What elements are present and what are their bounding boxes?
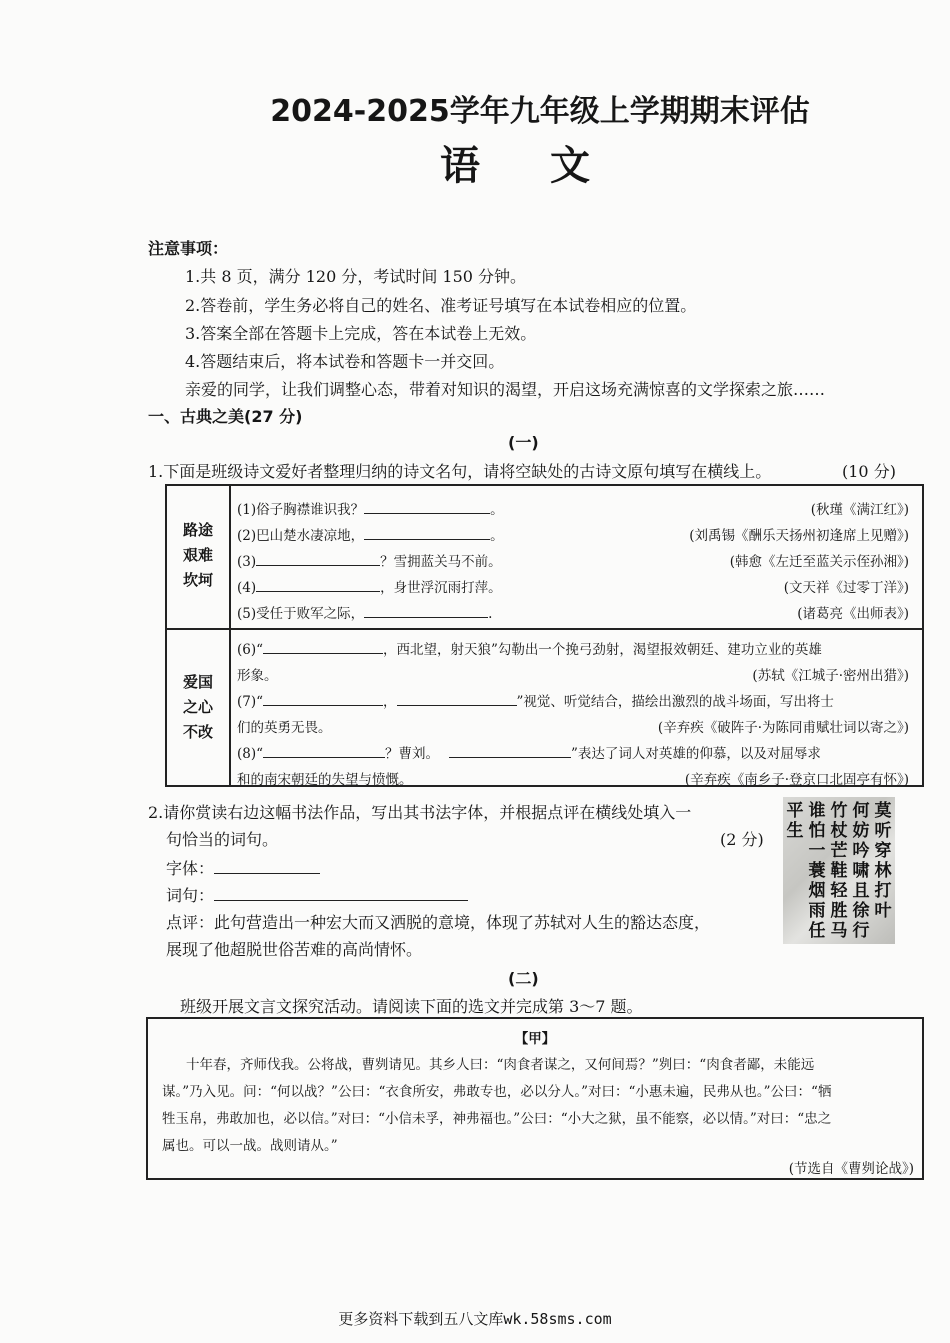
- poem-source: (秋瑾《满江红》): [810, 502, 909, 518]
- answer-blank[interactable]: [364, 499, 490, 514]
- calligraphy-column: 莫 听 穿 林 打 叶: [874, 801, 892, 921]
- font-answer-row: 字体：: [166, 856, 320, 879]
- blank-row-8: (8)“ ？曹刘。 ”表达了词人对英雄的仰慕，以及对屈辱求: [237, 742, 821, 762]
- part-2-intro: 班级开展文言文探究活动。请阅读下面的选文并完成第 3～7 题。: [180, 997, 643, 1016]
- passage-source: (节选自《曹刿论战》): [788, 1161, 914, 1177]
- poem-source: (韩愈《左迁至蓝关示侄孙湘》): [729, 554, 909, 570]
- blank-row-1: (1)俗子胸襟谁识我？ 。: [237, 498, 504, 518]
- comment-line: 展现了他超脱世俗苦难的高尚情怀。: [166, 940, 423, 959]
- answer-blank[interactable]: [397, 691, 517, 706]
- note-item: 4.答题结束后，将本试卷和答题卡一并交回。: [185, 352, 505, 371]
- answer-blank[interactable]: [364, 603, 488, 618]
- ci-answer-row: 词句：: [166, 883, 468, 906]
- group1-label: 路途 艰难 坎坷: [182, 521, 213, 589]
- poem-source: (苏轼《江城子·密州出猎》): [752, 668, 909, 684]
- row-8-cont: 和的南宋朝廷的失望与愤慨。: [237, 772, 413, 788]
- intro-text: 亲爱的同学，让我们调整心态，带着对知识的渴望，开启这场充满惊喜的文学探索之旅……: [185, 380, 826, 399]
- group1-rows: [237, 494, 917, 634]
- calligraphy-column: 平 生: [786, 801, 804, 841]
- poem-table: [165, 484, 924, 787]
- blank-row-7: (7)“ ， ”视觉、听觉结合，描绘出激烈的战斗场面，写出将士: [237, 690, 834, 710]
- blank-row-6: (6)“ ，西北望，射天狼”勾勒出一个挽弓劲射，渴望报效朝廷、建功立业的英雄: [237, 638, 822, 658]
- notes-heading: 注意事项：: [148, 239, 229, 258]
- calligraphy-column: 谁 怕 一 蓑 烟 雨 任: [808, 801, 826, 941]
- note-item: 1.共 8 页，满分 120 分，考试时间 150 分钟。: [185, 267, 527, 286]
- part-heading: (二): [508, 969, 539, 988]
- passage-label: 【甲】: [514, 1031, 556, 1047]
- passage-line: 十年春，齐师伐我。公将战，曹刿请见。其乡人曰：“肉食者谋之，又何间焉？”刿曰：“肉食者鄙，未能远: [186, 1057, 815, 1073]
- question-2: 2.请你赏读右边这幅书法作品，写出其书法字体，并根据点评在横线处填入一: [148, 803, 692, 822]
- passage-line: 牲玉帛，弗敢加也，必以信。”对曰：“小信未孚，神弗福也。”公曰：“小大之狱，虽不能察，必以情。”对曰：“忠之: [162, 1111, 832, 1127]
- blank-row-5: (5)受任于败军之际， .: [237, 602, 492, 622]
- passage-box: [146, 1017, 924, 1180]
- comment-line: 点评：此句营造出一种宏大而又洒脱的意境，体现了苏轼对人生的豁达态度，: [166, 913, 711, 932]
- calligraphy-column: 竹 杖 芒 鞋 轻 胜 马: [830, 801, 848, 941]
- section-heading: 一、古典之美(27 分): [148, 407, 303, 426]
- group2-rows: [237, 636, 917, 786]
- blank-row-3: (3) ？雪拥蓝关马不前。: [237, 550, 502, 570]
- passage-line: 谋。”乃入见。问：“何以战？”公曰：“衣食所安，弗敢专也，必以分人。”对曰：“小惠未遍，民弗从也。”公曰：“牺: [162, 1084, 832, 1100]
- question-1: 1.下面是班级诗文爱好者整理归纳的诗文名句，请将空缺处的古诗文原句填写在横线上。: [148, 462, 772, 481]
- question-1-score: (10 分): [842, 462, 896, 481]
- blank-row-2: (2)巴山楚水凄凉地， 。: [237, 524, 504, 544]
- font-blank[interactable]: [214, 859, 320, 874]
- poem-source: (刘禹锡《酬乐天扬州初逢席上见赠》): [689, 528, 909, 544]
- exam-title: 2024-2025学年九年级上学期期末评估: [270, 94, 810, 129]
- blank-row-4: (4) ，身世浮沉雨打萍。: [237, 576, 502, 596]
- row-6-cont: 形象。: [237, 668, 278, 684]
- answer-blank[interactable]: [263, 691, 383, 706]
- poem-source: (诸葛亮《出师表》): [797, 606, 909, 622]
- subject-title: 语文: [440, 142, 660, 189]
- passage-line: 属也。可以一战。战则请从。”: [162, 1138, 338, 1154]
- note-item: 3.答案全部在答题卡上完成，答在本试卷上无效。: [185, 324, 537, 343]
- answer-blank[interactable]: [256, 577, 380, 592]
- part-heading: (一): [508, 433, 539, 452]
- poem-source: (辛弃疾《南乡子·登京口北固亭有怀》): [684, 772, 909, 788]
- question-2-cont: 句恰当的词句。: [166, 830, 279, 849]
- note-item: 2.答卷前，学生务必将自己的姓名、准考证号填写在本试卷相应的位置。: [185, 296, 697, 315]
- answer-blank[interactable]: [364, 525, 490, 540]
- footer-link[interactable]: 更多资料下载到五八文库wk.58sms.com: [338, 1310, 612, 1328]
- row-7-cont: 们的英勇无畏。: [237, 720, 332, 736]
- calligraphy-column: 何 妨 吟 啸 且 徐 行: [852, 801, 870, 941]
- answer-blank[interactable]: [449, 743, 571, 758]
- answer-blank[interactable]: [256, 551, 380, 566]
- calligraphy-image: [783, 797, 895, 944]
- question-2-score: (2 分): [720, 830, 764, 849]
- poem-source: (辛弃疾《破阵子·为陈同甫赋壮词以寄之》): [657, 720, 909, 736]
- group2-label: 爱国 之心 不改: [182, 673, 213, 741]
- poem-source: (文天祥《过零丁洋》): [783, 580, 909, 596]
- ci-blank[interactable]: [214, 886, 468, 901]
- answer-blank[interactable]: [263, 743, 385, 758]
- answer-blank[interactable]: [263, 639, 383, 654]
